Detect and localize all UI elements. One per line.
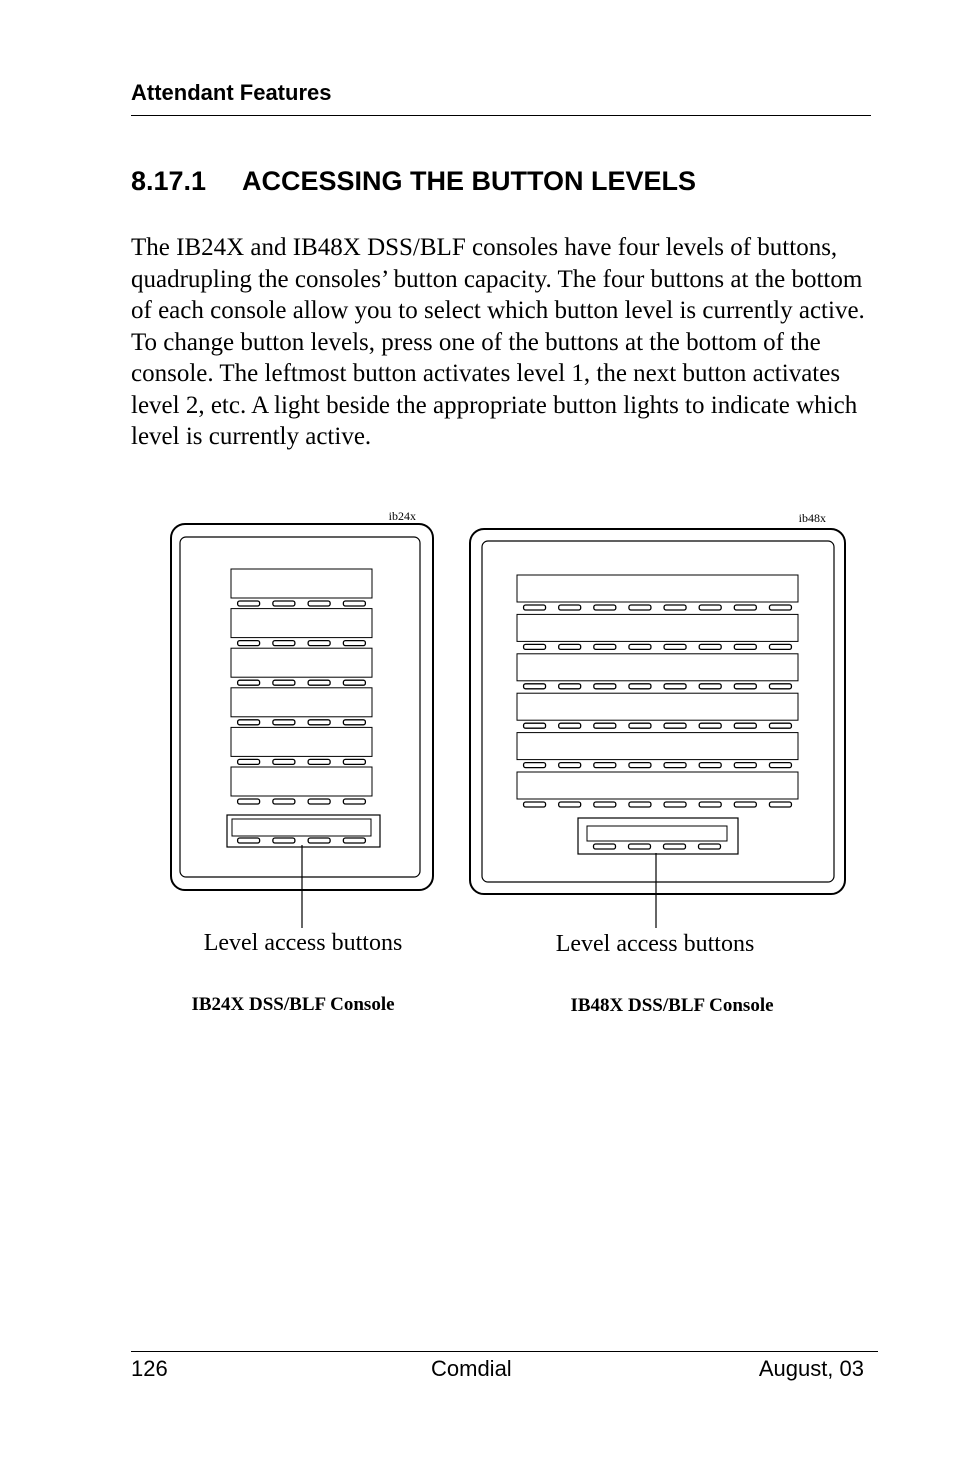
console-button <box>629 802 651 807</box>
console-button <box>524 605 546 610</box>
console-button <box>343 601 365 606</box>
console-button <box>769 763 791 768</box>
body-paragraph: The IB24X and IB48X DSS/BLF consoles have four levels of buttons, quadrupling the consoles’ button capacity. The four buttons at the bottom of each console allow you to select which button level is currently active. To change button levels, press one of the buttons at the bottom of the console. The leftmost button activates level 1, the next button activates level 2, etc. A light beside the appropriate button lights to indicate which level is currently active. <box>131 234 865 450</box>
console-button <box>594 723 616 728</box>
console-button <box>524 802 546 807</box>
console-button <box>664 723 686 728</box>
level-access-button <box>343 838 365 843</box>
section-number: 8.17.1 <box>131 166 207 196</box>
console-button <box>343 759 365 764</box>
level-access-button <box>273 838 295 843</box>
level-access-button <box>308 838 330 843</box>
label-strip <box>231 569 372 598</box>
console-button <box>308 680 330 685</box>
console-button <box>629 644 651 649</box>
section-heading <box>131 166 696 197</box>
label-strip <box>517 654 798 681</box>
console-button <box>238 759 260 764</box>
ib48x-console <box>470 511 845 1016</box>
console-button <box>699 644 721 649</box>
console-button <box>308 641 330 646</box>
page-number: 126 <box>131 1356 168 1381</box>
console-button <box>343 799 365 804</box>
console-button <box>769 723 791 728</box>
label-strip <box>517 772 798 799</box>
console-button <box>308 720 330 725</box>
console-button <box>559 763 581 768</box>
console-button <box>664 802 686 807</box>
console-button <box>238 601 260 606</box>
console-button <box>734 802 756 807</box>
console-button <box>559 684 581 689</box>
console-button <box>594 644 616 649</box>
label-strip <box>231 609 372 638</box>
console-button <box>308 799 330 804</box>
console-button <box>238 799 260 804</box>
console-button <box>734 723 756 728</box>
console-button <box>629 763 651 768</box>
level-access-button <box>664 844 686 849</box>
console-button <box>629 605 651 610</box>
footer-rule <box>131 1351 878 1352</box>
console-button <box>308 759 330 764</box>
console-button <box>238 680 260 685</box>
console-button <box>308 601 330 606</box>
level-access-button <box>238 838 260 843</box>
console-button <box>559 605 581 610</box>
level-access-button <box>629 844 651 849</box>
console-button <box>769 644 791 649</box>
console-button <box>664 605 686 610</box>
footer-publisher: Comdial <box>431 1356 512 1381</box>
label-strip <box>231 727 372 756</box>
console-button <box>769 802 791 807</box>
console-button <box>559 723 581 728</box>
level-access-buttons <box>594 844 721 849</box>
label-strip <box>517 733 798 760</box>
console-button <box>769 684 791 689</box>
console-button <box>629 723 651 728</box>
console-button <box>699 684 721 689</box>
ib48x-callout: Level access buttons <box>555 931 755 957</box>
console-button <box>273 641 295 646</box>
console-button <box>524 684 546 689</box>
level-access-button <box>699 844 721 849</box>
console-button <box>594 684 616 689</box>
console-button <box>699 802 721 807</box>
level-access-buttons <box>238 838 366 843</box>
console-button <box>629 684 651 689</box>
console-button <box>524 644 546 649</box>
footer-date: August, 03 <box>758 1356 864 1381</box>
label-strip <box>231 688 372 717</box>
console-button <box>734 684 756 689</box>
console-button <box>343 680 365 685</box>
label-strip <box>517 614 798 641</box>
console-button <box>343 720 365 725</box>
header-rule <box>131 115 871 116</box>
label-strip <box>517 575 798 602</box>
console-button <box>769 605 791 610</box>
console-button <box>734 644 756 649</box>
console-button <box>664 763 686 768</box>
console-button <box>734 605 756 610</box>
label-strip <box>231 767 372 796</box>
console-button <box>594 605 616 610</box>
ib24x-console <box>171 509 433 1015</box>
ib24x-callout: Level access buttons <box>203 930 403 956</box>
console-button <box>594 763 616 768</box>
ib48x-caption: IB48X DSS/BLF Console <box>570 995 774 1016</box>
console-figure <box>0 495 954 1035</box>
console-button <box>524 723 546 728</box>
console-button <box>273 720 295 725</box>
label-strip <box>517 693 798 720</box>
console-button <box>273 759 295 764</box>
console-button <box>594 802 616 807</box>
console-button <box>524 763 546 768</box>
console-button <box>699 763 721 768</box>
console-button <box>273 680 295 685</box>
console-button <box>238 720 260 725</box>
console-button <box>273 601 295 606</box>
console-button <box>664 644 686 649</box>
console-button <box>664 684 686 689</box>
level-access-button <box>594 844 616 849</box>
console-button <box>238 641 260 646</box>
console-button <box>734 763 756 768</box>
label-strip <box>231 648 372 677</box>
running-header: Attendant Features <box>131 80 332 105</box>
console-button <box>559 802 581 807</box>
ib48x-tag: ib48x <box>798 511 826 525</box>
ib24x-caption: IB24X DSS/BLF Console <box>191 994 395 1015</box>
console-button <box>343 641 365 646</box>
section-title: ACCESSING THE BUTTON LEVELS <box>242 166 697 196</box>
console-button <box>559 644 581 649</box>
console-button <box>699 723 721 728</box>
console-button <box>699 605 721 610</box>
console-button <box>273 799 295 804</box>
ib24x-tag: ib24x <box>388 509 416 523</box>
